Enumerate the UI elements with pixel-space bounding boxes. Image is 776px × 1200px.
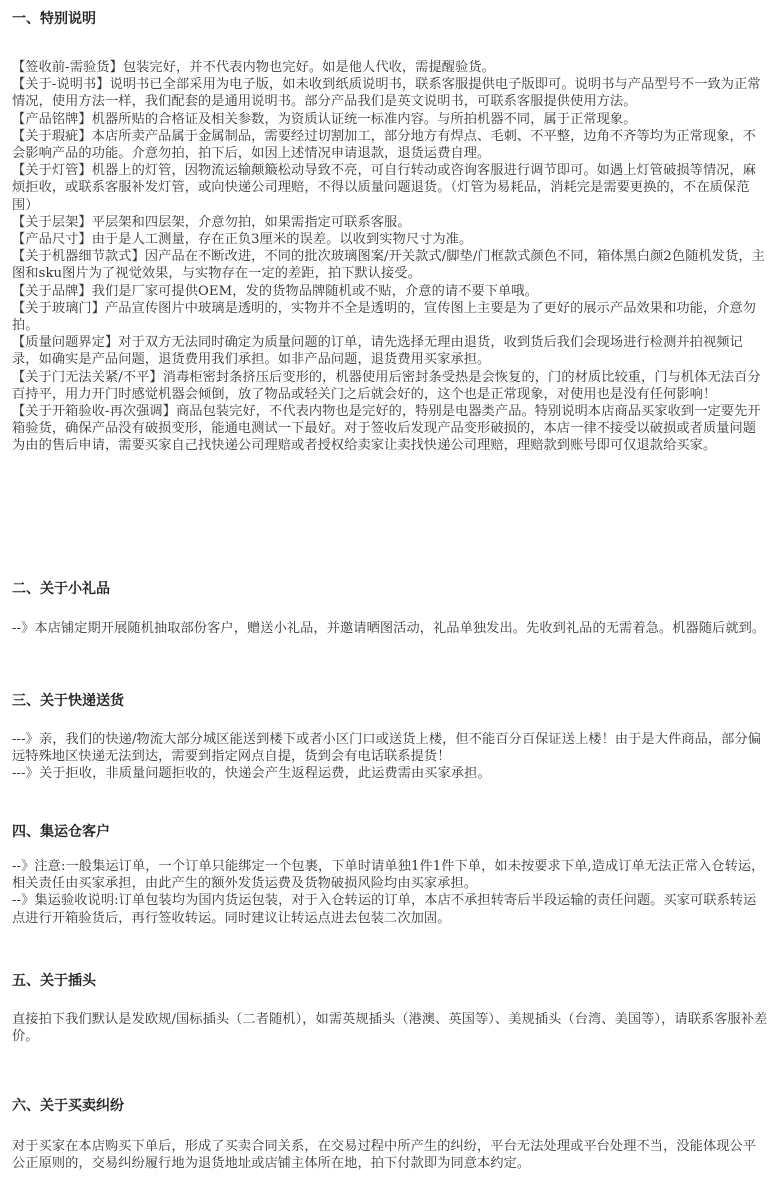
note-glass-door: 【关于玻璃门】产品宣传图片中玻璃是透明的，实物并不全是透明的，宣传图上主要是为了更好的展示产品效果和功能，介意勿拍。 xyxy=(12,300,757,334)
note-inspection-before-signing: 【签收前-需验货】包装完好，并不代表内物也完好。如是他人代收，需提醒验货。 xyxy=(12,60,495,75)
section-heading-plug: 五、关于插头 xyxy=(12,973,96,989)
section-heading-gifts: 二、关于小礼品 xyxy=(12,581,110,597)
plug-note: 直接拍下我们默认是发欧规/国标插头（二者随机），如需英规插头（港澳、英国等）、美规插头（台湾、美国等），请联系客服补差价。 xyxy=(12,1012,768,1045)
section-body-disputes xyxy=(12,1138,768,1172)
section-body-plug xyxy=(12,1011,768,1045)
note-unboxing-inspection: 【关于开箱验收-再次强调】商品包装完好，不代表内物也是完好的，特别是电器类产品。特别说明本店商品买家收到一定要先开箱验货，确保产品没有破损变形，能通电测试一下最好。对于签收后发现产品变形破损的，本店一律不接受以破损或者质量问题为由的售后申请，需要买家自己找快递公司理赔或者授权给卖家让卖找快递公司理赔，理赔款到账号即可仅退款给买家。 xyxy=(12,404,761,454)
section-heading-special-notes: 一、特别说明 xyxy=(12,11,96,27)
note-defects: 【关于瑕疵】本店所卖产品属于金属制品，需要经过切割加工，部分地方有焊点、毛刺、不平整，边角不齐等均为正常现象，不会影响产品的功能。介意勿拍，拍下后，如因上述情况申请退款，退货运费自理。 xyxy=(12,128,757,162)
section-body-delivery xyxy=(12,731,768,783)
section-body-gifts xyxy=(12,620,768,637)
section-heading-consolidation: 四、集运仓客户 xyxy=(12,824,110,840)
note-nameplate: 【产品铭牌】机器所贴的合格证及相关参数，为资质认证统一标准内容。与所拍机器不同，属于正常现象。 xyxy=(12,111,637,127)
consolidation-acceptance-note: --》集运验收说明:订单包装均为国内货运包装，对于入仓转运的订单，本店不承担转寄后半段运输的责任问题。买家可联系转运点进行开箱验货后，再行签收转运。同时建议让转运点进去包装二次加固。 xyxy=(12,893,757,926)
note-brand: 【关于品牌】我们是厂家可提供OEM，发的货物品牌随机或不贴，介意的请不要下单哦。 xyxy=(12,283,538,299)
gift-note: --》本店铺定期开展随机抽取部份客户，赠送小礼品，并邀请晒图活动，礼品单独发出。先收到礼品的无需着急。机器随后就到。 xyxy=(12,621,766,636)
dispute-note: 对于买家在本店购买下单后，形成了买卖合同关系，在交易过程中所产生的纠纷，平台无法处理或平台处理不当，没能体现公平公正原则的，交易纠纷履行地为退货地址或店铺主体所在地，拍下付款即为同意本约定。 xyxy=(12,1139,757,1172)
note-shelves: 【关于层架】平层架和四层架，介意勿拍，如果需指定可联系客服。 xyxy=(12,214,411,230)
section-heading-delivery: 三、关于快递送货 xyxy=(12,693,124,709)
note-quality-definition: 【质量问题界定】对于双方无法同时确定为质量问题的订单，请先选择无理由退货，收到货后我们会现场进行检测并拍视频记录，如确实是产品问题，退货费用我们承担。如非产品问题，退货费用买家承担。 xyxy=(12,335,743,368)
refusal-note: ---》关于拒收，非质量问题拒收的，快递会产生返程运费，此运费需由买家承担。 xyxy=(12,766,491,782)
section-body-consolidation xyxy=(12,858,768,927)
note-dimensions: 【产品尺寸】由于是人工测量，存在正负3厘米的误差。以收到实物尺寸为准。 xyxy=(12,232,473,248)
note-lamp: 【关于灯管】机器上的灯管，因物流运输颠簸松动导致不亮，可自行转动或咨询客服进行调节即可。如遇上灯管破损等情况，麻烦拒收，或联系客服补发灯管，或向快递公司理赔，不得以质量问题退货。（灯管为易耗品，消耗完是需要更换的，不在质保范围） xyxy=(12,163,757,213)
delivery-note: ---》亲，我们的快递/物流大部分城区能送到楼下或者小区门口或送货上楼，但不能百分百保证送上楼！由于是大件商品，部分偏远特殊地区快递无法到达，需要到指定网点自提，货到会有电话联系提货！ xyxy=(12,732,762,765)
note-door-not-flat: 【关于门无法关紧/不平】消毒柜密封条挤压后变形的，机器使用后密封条受热是会恢复的，门的材质比较重，门与机体无法百分百持平，用力开门时感觉机器会倾倒，放了物品或轻关门之后就会好的，这个也是正常现象，对使用也是没有任何影响！ xyxy=(12,369,761,402)
consolidation-order-note: --》注意:一般集运订单，一个订单只能绑定一个包裹，下单时请单独1件1件下单，如未按要求下单,造成订单无法正常入仓转运，相关责任由买家承担，由此产生的额外发货运费及货物破损风险均由买家承担。 xyxy=(12,859,765,892)
section-heading-disputes: 六、关于买卖纠纷 xyxy=(12,1098,124,1114)
note-style-details: 【关于机器细节款式】因产品在不断改进，不同的批次玻璃图案/开关款式/脚垫/门框款式颜色不同，箱体黑白颜2色随机发货，主图和sku图片为了视觉效果，与实物存在一定的差距，拍下默认接受。 xyxy=(12,249,765,282)
section-body-special-notes xyxy=(12,59,768,455)
note-manual: 【关于-说明书】说明书已全部采用为电子版，如未收到纸质说明书，联系客服提供电子版即可。说明书与产品型号不一致为正常情况，使用方法一样，我们配套的是通用说明书。部分产品我们是英文说明书，可联系客服提供使用方法。 xyxy=(12,77,761,110)
